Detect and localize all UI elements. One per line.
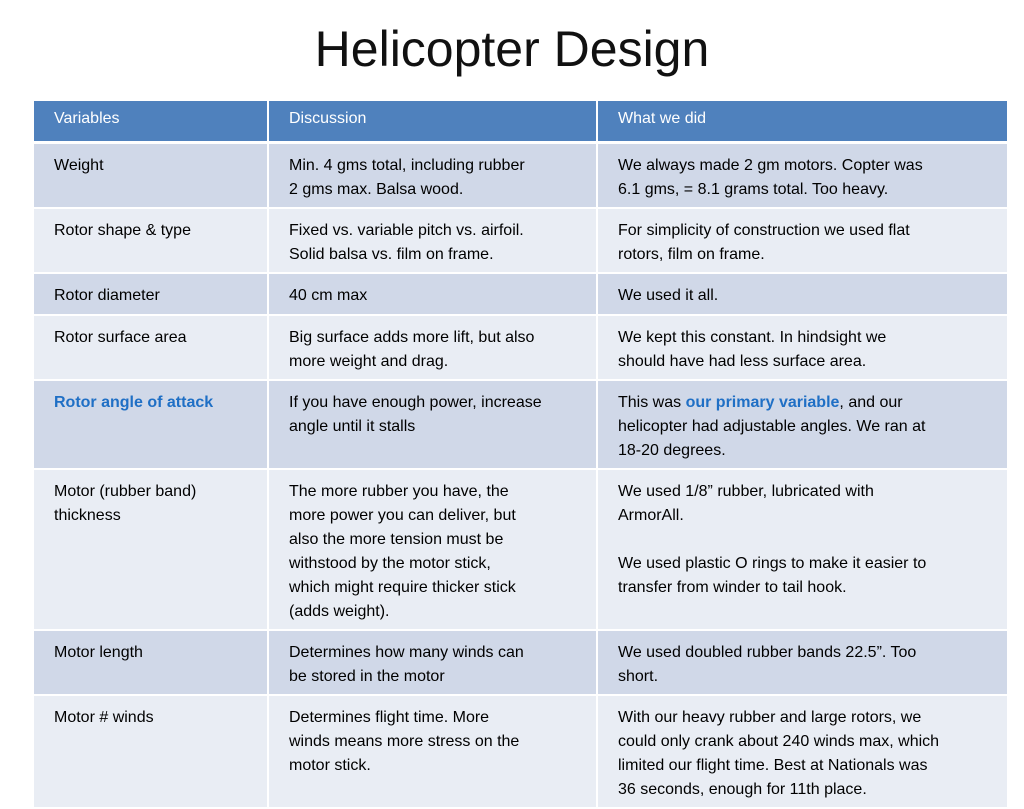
did-line: We used it all.: [618, 287, 719, 304]
discussion-line: The more rubber you have, the: [289, 483, 509, 500]
did-line: 36 seconds, enough for 11th place.: [618, 781, 867, 798]
variable-text: Motor # winds: [54, 709, 154, 726]
discussion-cell: [268, 630, 597, 695]
table-row: [34, 273, 1007, 315]
table-row: [34, 208, 1007, 273]
did-line: For simplicity of construction we used flat: [618, 222, 910, 239]
did-line: We used 1/8” rubber, lubricated with: [618, 483, 874, 500]
design-table: [34, 101, 1007, 809]
did-line: With our heavy rubber and large rotors, we: [618, 709, 922, 726]
variable-text: Rotor surface area: [54, 329, 187, 346]
did-highlight: our primary variable: [685, 394, 840, 411]
variable-cell: [34, 273, 268, 315]
did-cell: [597, 630, 1007, 695]
discussion-line: Min. 4 gms total, including rubber: [289, 157, 525, 174]
did-line: [618, 391, 989, 415]
header-discussion: Discussion: [268, 101, 597, 143]
variable-text: Rotor shape & type: [54, 222, 191, 239]
discussion-cell: [268, 380, 597, 469]
did-line: could only crank about 240 winds max, which: [618, 733, 940, 750]
discussion-cell: [268, 273, 597, 315]
discussion-cell: [268, 469, 597, 630]
discussion-cell: [268, 208, 597, 273]
discussion-line: also the more tension must be: [289, 531, 504, 548]
table-row: [34, 695, 1007, 808]
variable-cell: [34, 469, 268, 630]
table-row: [34, 315, 1007, 380]
header-what-we-did: What we did: [597, 101, 1007, 143]
did-suffix: , and our: [839, 394, 903, 411]
variable-line: Motor (rubber band): [54, 483, 197, 500]
variable-text: Weight: [54, 157, 104, 174]
variable-line: thickness: [54, 507, 121, 524]
variable-text: Rotor diameter: [54, 287, 160, 304]
discussion-line: Determines flight time. More: [289, 709, 490, 726]
discussion-line: which might require thicker stick: [289, 579, 516, 596]
did-line: rotors, film on frame.: [618, 246, 765, 263]
discussion-line: 40 cm max: [289, 287, 368, 304]
did-cell: [597, 273, 1007, 315]
did-line: short.: [618, 668, 659, 685]
variable-cell: [34, 208, 268, 273]
discussion-cell: [268, 695, 597, 808]
did-line: transfer from winder to tail hook.: [618, 579, 847, 596]
did-line: We used plastic O rings to make it easier to: [618, 555, 927, 572]
header-variables: Variables: [34, 101, 268, 143]
variable-cell: [34, 380, 268, 469]
did-line: ArmorAll.: [618, 507, 684, 524]
did-cell: [597, 208, 1007, 273]
discussion-line: more power you can deliver, but: [289, 507, 516, 524]
discussion-line: withstood by the motor stick,: [289, 555, 491, 572]
discussion-line: (adds weight).: [289, 603, 390, 620]
did-line: We always made 2 gm motors. Copter was: [618, 157, 923, 174]
table-row: [34, 380, 1007, 469]
did-line: We used doubled rubber bands 22.5”. Too: [618, 644, 917, 661]
table-row: [34, 469, 1007, 630]
did-prefix: This was: [618, 394, 686, 411]
variable-cell: [34, 143, 268, 209]
did-line: should have had less surface area.: [618, 353, 867, 370]
variable-text-highlight: Rotor angle of attack: [54, 394, 214, 411]
table-header-row: [34, 101, 1007, 143]
did-cell: [597, 469, 1007, 630]
did-cell: [597, 695, 1007, 808]
table-row: [34, 630, 1007, 695]
variable-cell: [34, 695, 268, 808]
discussion-cell: [268, 143, 597, 209]
table-row: [34, 143, 1007, 209]
discussion-line: Solid balsa vs. film on frame.: [289, 246, 494, 263]
discussion-line: Fixed vs. variable pitch vs. airfoil.: [289, 222, 524, 239]
discussion-line: motor stick.: [289, 757, 371, 774]
did-line: We kept this constant. In hindsight we: [618, 329, 887, 346]
did-line: helicopter had adjustable angles. We ran at: [618, 418, 926, 435]
discussion-line: be stored in the motor: [289, 668, 445, 685]
discussion-cell: [268, 315, 597, 380]
paragraph-gap: [618, 528, 989, 552]
slide-title: Helicopter Design: [314, 21, 710, 77]
did-cell: [597, 315, 1007, 380]
discussion-line: Big surface adds more lift, but also: [289, 329, 535, 346]
discussion-line: more weight and drag.: [289, 353, 449, 370]
discussion-line: 2 gms max. Balsa wood.: [289, 181, 464, 198]
discussion-line: If you have enough power, increase: [289, 394, 542, 411]
discussion-line: angle until it stalls: [289, 418, 416, 435]
did-cell: [597, 143, 1007, 209]
discussion-line: Determines how many winds can: [289, 644, 524, 661]
did-line: 6.1 gms, = 8.1 grams total. Too heavy.: [618, 181, 889, 198]
variable-text: Motor length: [54, 644, 143, 661]
variable-cell: [34, 315, 268, 380]
did-line: limited our flight time. Best at Nationals was: [618, 757, 928, 774]
variable-cell: [34, 630, 268, 695]
did-cell: [597, 380, 1007, 469]
discussion-line: winds means more stress on the: [289, 733, 520, 750]
did-line: 18-20 degrees.: [618, 442, 726, 459]
